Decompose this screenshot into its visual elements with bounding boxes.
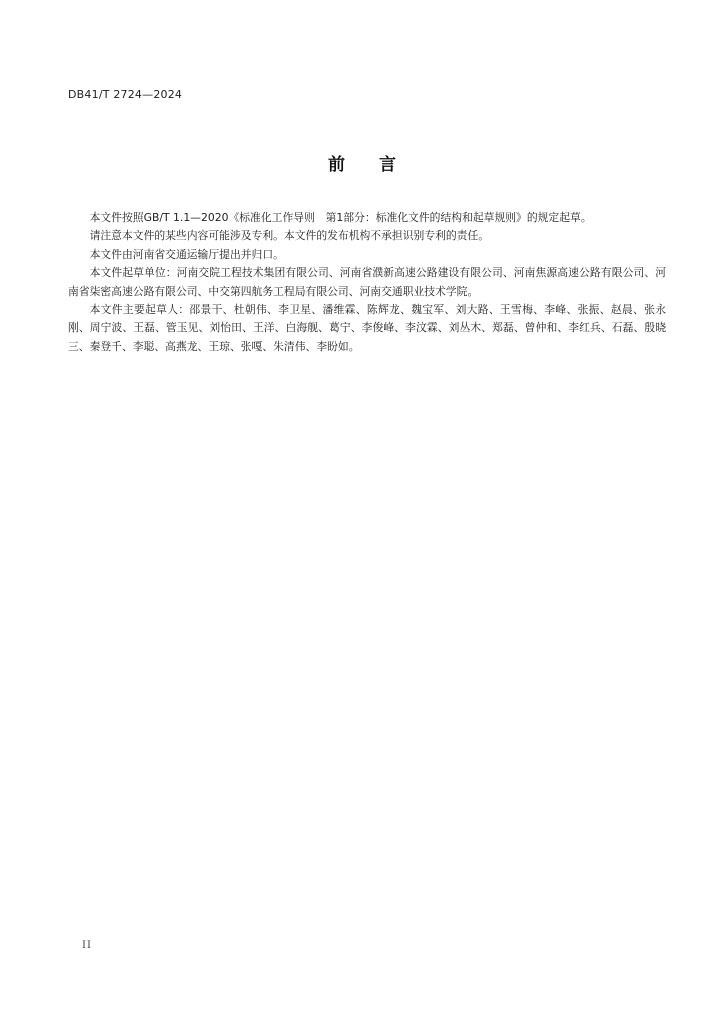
paragraph-proposer: 本文件由河南省交通运输厅提出并归口。 xyxy=(89,247,284,261)
document-code-header: DB41/T 2724—2024 xyxy=(68,88,183,101)
title-char-2: 言 xyxy=(379,155,396,175)
paragraph-drafting-basis: 本文件按照GB/T 1.1—2020《标准化工作导则 第1部分：标准化文件的结构和起草规则》的规定起草。 xyxy=(89,211,592,224)
title-char-1: 前 xyxy=(328,155,345,175)
paragraph-drafting-units: 本文件起草单位：河南交院工程技术集团有限公司、河南省濮新高速公路建设有限公司、河南焦源高速公路有限公司、河南省柒密高速公路有限公司、中交第四航务工程局有限公司、河南交通职业技术学院。 xyxy=(68,266,666,298)
page-title xyxy=(0,150,724,175)
foreword-body xyxy=(68,209,666,356)
paragraph-drafters: 本文件主要起草人：邵景干、杜朝伟、李卫星、潘维霖、陈辉龙、魏宝军、刘大路、王雪梅、李峰、张振、赵晨、张永刚、周宁波、王磊、管玉见、刘怡田、王洋、白海舰、葛宁、李俊峰、李汶霖、刘丛木、郑磊、曾仲和、李红兵、石磊、殷晓三、秦登千、李聪、高燕龙、王琼、张嘎、朱清伟、李盼如。 xyxy=(68,303,666,353)
paragraph-patent-notice: 请注意本文件的某些内容可能涉及专利。本文件的发布机构不承担识别专利的责任。 xyxy=(89,229,490,243)
page-number: II xyxy=(82,940,92,951)
